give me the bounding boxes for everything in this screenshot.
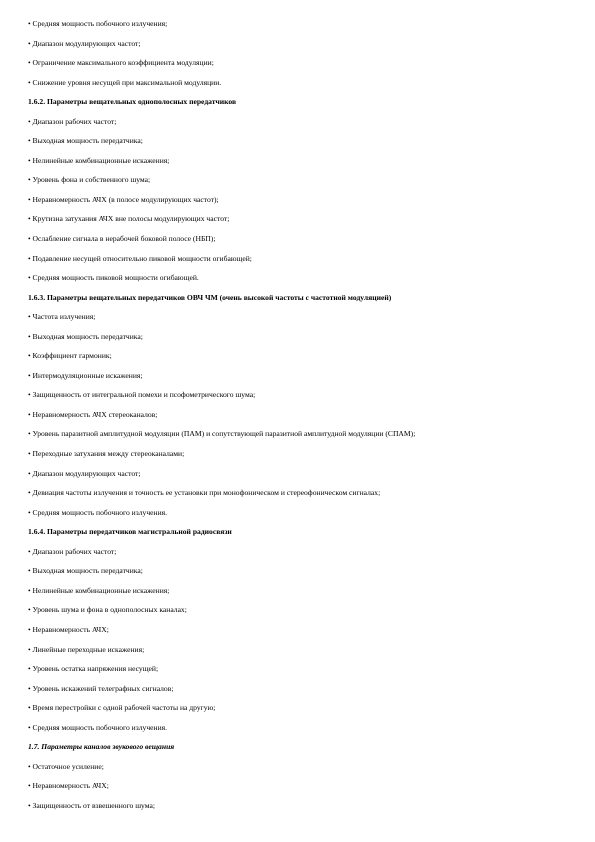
section-heading: 1.6.4. Параметры передатчиков магистральной радиосвязи (28, 527, 232, 537)
list-item: • Снижение уровня несущей при максимальной модуляции. (28, 77, 222, 87)
list-item: • Интермодуляционные искажения; (28, 370, 143, 380)
list-item: • Неравномерность АЧХ; (28, 781, 109, 791)
list-item: • Выходная мощность передатчика; (28, 566, 143, 576)
list-item: • Неравномерность АЧХ (в полосе модулирующих частот); (28, 194, 219, 204)
list-item: • Диапазон модулирующих частот; (28, 38, 141, 48)
list-item: • Время перестройки с одной рабочей частоты на другую; (28, 703, 216, 713)
list-item: • Выходная мощность передатчика; (28, 331, 143, 341)
list-item: • Нелинейные комбинационные искажения; (28, 155, 170, 165)
section-heading: 1.7. Параметры каналов звукового вещания (28, 742, 175, 752)
list-item: • Диапазон рабочих частот; (28, 116, 117, 126)
list-item: • Неравномерность АЧХ стереоканалов; (28, 409, 158, 419)
list-item: • Девиация частоты излучения и точность ее установки при монофоническом и стереофоническом сигналах; (28, 488, 381, 498)
list-item: • Уровень искажений телеграфных сигналов; (28, 683, 174, 693)
list-item: • Средняя мощность побочного излучения. (28, 507, 168, 517)
list-item: • Средняя мощность побочного излучения. (28, 722, 168, 732)
document-body (28, 14, 580, 815)
list-item: • Коэффициент гармоник; (28, 351, 112, 361)
list-item: • Подавление несущей относительно пиковой мощности огибающей; (28, 253, 252, 263)
list-item: • Нелинейные комбинационные искажения; (28, 585, 170, 595)
list-item: • Уровень остатка напряжения несущей; (28, 664, 159, 674)
list-item: • Остаточное усиление; (28, 761, 104, 771)
section-heading: 1.6.2. Параметры вещательных однополосных передатчиков (28, 97, 237, 107)
list-item: • Ослабление сигнала в нерабочей боковой полосе (НБП); (28, 234, 216, 244)
list-item: • Уровень шума и фона в однополосных каналах; (28, 605, 187, 615)
list-item: • Диапазон модулирующих частот; (28, 468, 141, 478)
list-item: • Защищенность от интегральной помехи и псофометрического шума; (28, 390, 256, 400)
list-item: • Переходные затухания между стереоканалами; (28, 449, 185, 459)
list-item: • Средняя мощность побочного излучения; (28, 19, 168, 28)
list-item: • Уровень паразитной амплитудной модуляции (ПАМ) и сопутствующей паразитной амплитудной модуляции (СПАМ); (28, 429, 416, 439)
section-heading: 1.6.3. Параметры вещательных передатчиков ОВЧ ЧМ (очень высокой частоты с частотной модуляцией) (28, 292, 392, 302)
list-item: • Ограничение максимального коэффициента модуляции; (28, 58, 214, 68)
list-item: • Защищенность от взвешенного шума; (28, 800, 155, 810)
list-item: • Неравномерность АЧХ; (28, 624, 109, 634)
list-item: • Крутизна затухания АЧХ вне полосы модулирующих частот; (28, 214, 230, 224)
list-item: • Выходная мощность передатчика; (28, 136, 143, 146)
list-item: • Частота излучения; (28, 312, 96, 322)
list-item: • Линейные переходные искажения; (28, 644, 145, 654)
list-item: • Средняя мощность пиковой мощности огибающей. (28, 273, 199, 283)
list-item: • Уровень фона и собственного шума; (28, 175, 151, 185)
list-item: • Диапазон рабочих частот; (28, 546, 117, 556)
